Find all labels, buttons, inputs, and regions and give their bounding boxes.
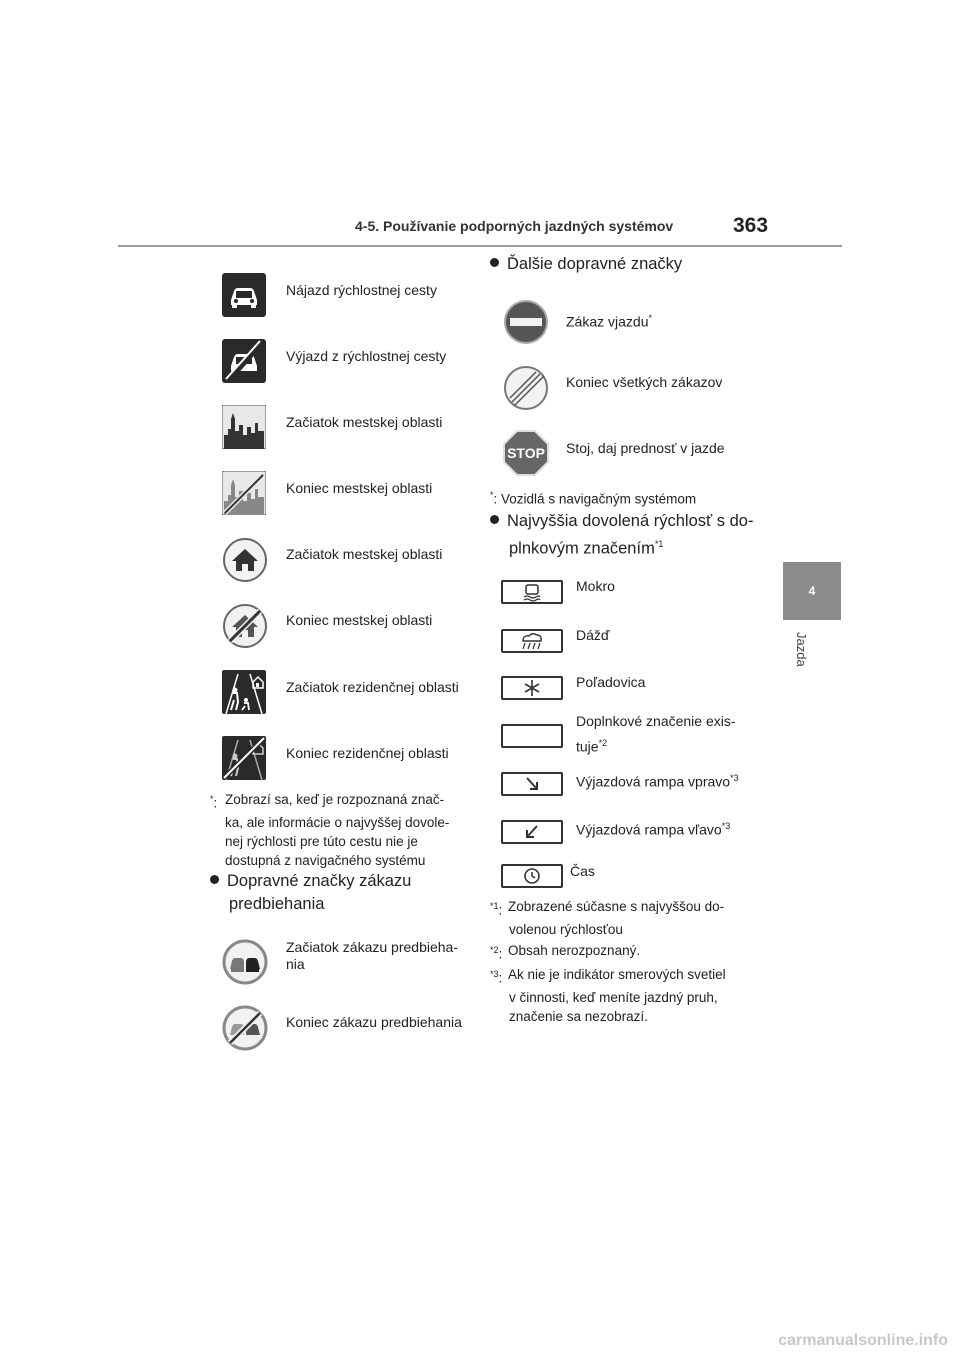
section-heading-other: Ďalšie dopravné značky [490,253,682,276]
exit-right-arrow-icon [501,772,563,796]
city-start-icon [222,405,266,449]
end-all-restrictions-icon [503,365,549,411]
city-end-icon [222,471,266,515]
sign-label: Koniec mestskej oblasti [286,612,433,628]
urban-end-icon [222,603,268,649]
sign-label: Koniec mestskej oblasti [286,480,433,496]
sign-label: Zákaz vjazdu* [566,313,652,330]
residential-end-icon [222,736,266,780]
other-footnote: *: Vozidlá s navigačným systémom [490,490,697,507]
panel-label: Výjazdová rampa vľavo$^{*3}$ [576,821,731,838]
footnote-3: $^{*3}$: Ak nie je indikátor smerových svetiel v činnosti, keď meníte jazdný pruh, značenie sa nezobrazí. [490,967,726,1024]
wet-road-icon [501,580,563,604]
panel-label: Dážď [576,627,610,643]
sign-label: Začiatok mestskej oblasti [286,546,443,562]
no-entry-icon [503,299,549,345]
footnote-2: $^{*2}$: Obsah nerozpoznaný. [490,943,641,962]
rain-icon [501,629,563,653]
panel-label: Čas [570,863,595,879]
panel-label: Doplnkové značenie exis- tuje$^{*2}$ [576,713,736,755]
footnote-1: $^{*1}$: Zobrazené súčasne s najvyššou do- volenou rýchlosťou [490,899,725,937]
no-overtaking-icon [222,939,268,985]
sign-label: Koniec všetkých zákazov [566,374,723,390]
sign-label: Stoj, daj prednosť v jazde [566,440,725,456]
stop-sign-icon [503,430,549,476]
sign-label: Začiatok zákazu predbieha- nia [286,939,458,972]
section-heading-overtaking: Dopravné značky zákazu predbiehania [210,870,411,916]
bullet-icon [210,875,219,884]
motorway-entry-icon [222,273,266,317]
sign-label: Nájazd rýchlostnej cesty [286,282,437,298]
page-number: 363 [733,214,769,237]
stop-text: STOP [507,445,545,461]
header-divider [118,245,842,247]
bullet-icon [490,515,499,524]
clock-icon [501,864,563,888]
blank-panel-icon [501,724,563,748]
sign-label: Koniec zákazu predbiehania [286,1014,462,1030]
bullet-icon [490,258,499,267]
panel-label: Výjazdová rampa vpravo$^{*3}$ [576,773,739,790]
ice-icon [501,676,563,700]
panel-label: Poľadovica [576,674,646,690]
urban-start-icon [222,537,268,583]
residential-start-icon [222,670,266,714]
exit-left-arrow-icon [501,820,563,844]
watermark: carmanualsonline.info [778,1332,948,1349]
chapter-tab-label: Jazda [794,632,809,667]
left-footnote: *: Zobrazí sa, keď je rozpoznaná znač- ka, ale informácie o najvyššej dovole- nej rýchlosti pre túto cestu nie je dostupná z navigačného systému [210,792,450,868]
motorway-exit-icon [222,339,266,383]
chapter-tab[interactable]: 4 [783,562,841,620]
end-no-overtaking-icon [222,1005,268,1051]
chapter-title: 4-5. Používanie podporných jazdných systémov [355,218,674,234]
sign-label: Začiatok rezidenčnej oblasti [286,679,459,695]
sign-label: Výjazd z rýchlostnej cesty [286,348,447,364]
sign-label: Koniec rezidenčnej oblasti [286,745,449,761]
panel-label: Mokro [576,578,615,594]
section-heading-supplementary: Najvyššia dovolená rýchlosť s do- plnkovým značením$^{*1}$ [490,510,753,561]
sign-label: Začiatok mestskej oblasti [286,414,443,430]
